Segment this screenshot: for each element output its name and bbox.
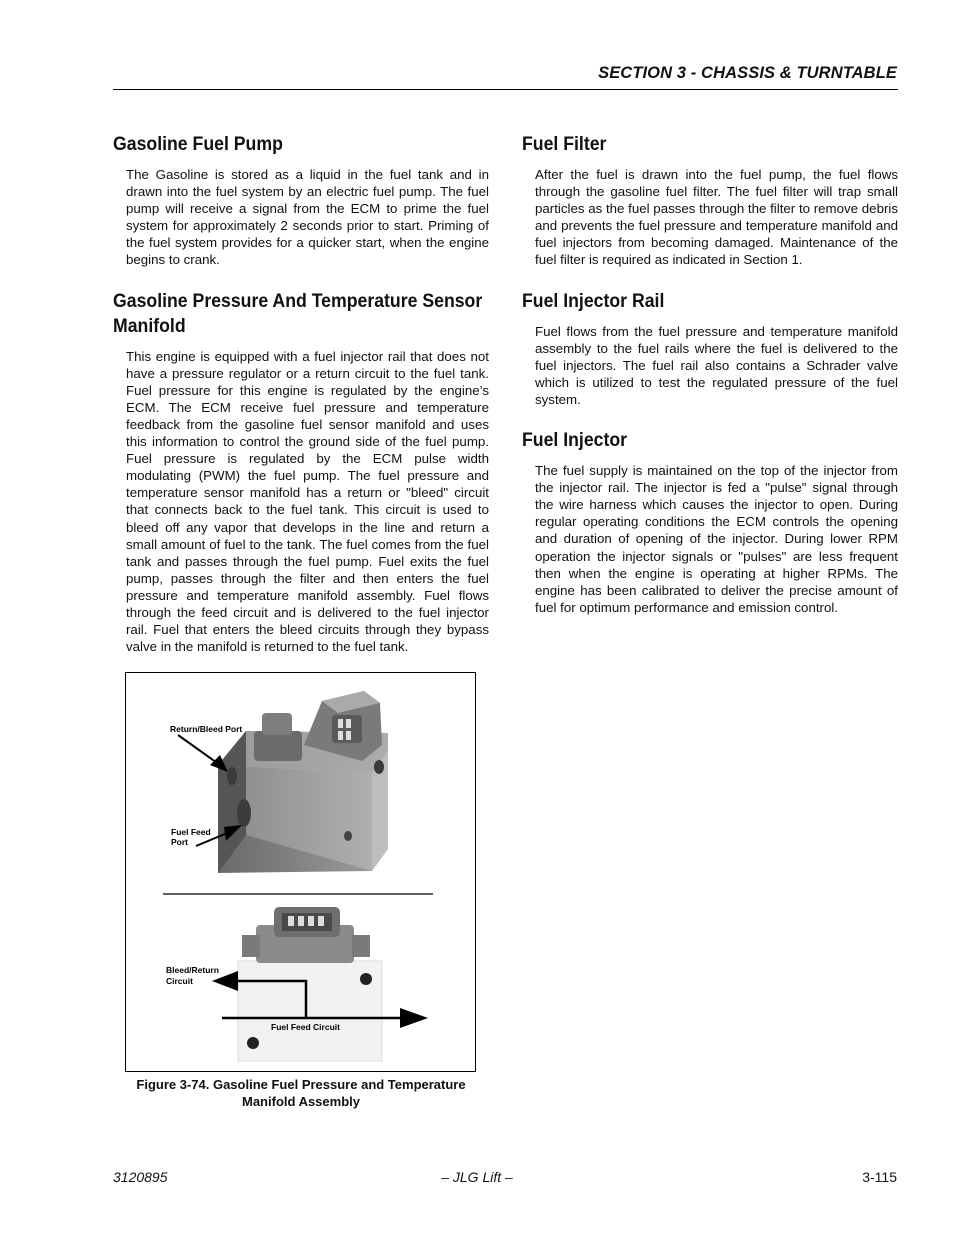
figure-caption <box>113 1076 489 1110</box>
header-rule <box>113 89 898 90</box>
footer-publisher: – JLG Lift – <box>441 1169 513 1185</box>
heading-pressure-temp-manifold: Gasoline Pressure And Temperature Sensor Manifold <box>113 290 483 337</box>
fuel-feed-port-label-1: Fuel Feed <box>171 827 211 837</box>
paragraph-fuel-injector: The fuel supply is maintained on the top of the injector from the injector rail. The injector is fed a "pulse" signal through the wire harness which causes the injector to open. During regular operating conditions the ECM controls the opening and duration of opening of the injector. During lower RPM operation the injector signals or "pulses" are less frequent then when the engine is operating at higher RPMs. The engine has been calibrated to deliver the precise amount of fuel for optimum performance and emission control. <box>535 463 898 615</box>
manifold-isometric-view <box>218 691 388 873</box>
footer-doc-number: 3120895 <box>113 1169 168 1185</box>
figure-caption-line-1: Figure 3-74. Gasoline Fuel Pressure and Temperature <box>136 1077 466 1092</box>
left-column <box>113 132 489 675</box>
return-bleed-arrow <box>178 735 220 765</box>
right-column <box>522 132 898 636</box>
figure-caption-line-2: Manifold Assembly <box>242 1094 360 1109</box>
footer-page-number: 3-115 <box>862 1169 897 1185</box>
paragraph-gasoline-fuel-pump: The Gasoline is stored as a liquid in the fuel tank and in drawn into the fuel system by an electric fuel pump. The fuel pump will receive a signal from the ECM to prime the fuel system for approximately 2 seconds prior to start. Priming of the fuel system provides for a quicker start, when the engine begins to crank. <box>126 167 489 268</box>
manifold-figure <box>125 672 476 1072</box>
section-title: SECTION 3 - CHASSIS & TURNTABLE <box>598 64 897 82</box>
paragraph-fuel-injector-rail: Fuel flows from the fuel pressure and temperature manifold assembly to the fuel rails where the fuel is delivered to the fuel injectors. The fuel rail also contains a Schrader valve which is utilized to test the regulated pressure of the fuel system. <box>535 323 898 407</box>
bleed-return-circuit-label-2: Circuit <box>166 976 193 986</box>
fuel-feed-port-label-2: Port <box>171 837 188 847</box>
manifold-illustration <box>126 673 475 1071</box>
paragraph-pressure-temp-manifold: This engine is equipped with a fuel injector rail that does not have a pressure regulator or a return circuit to the fuel tank. Fuel pressure for this engine is regulated by the engine’s ECM. The ECM receive fuel pressure and temperature feedback from the gasoline fuel sensor manifold and uses this information to control the ground side of the fuel pump. Fuel pressure is regulated by the ECM pulse width modulating (PWM) the fuel pump. The fuel pressure and temperature sensor manifold has a return or "bleed" circuit that connects back to the fuel tank. This circuit is used to bleed off any vapor that develops in the line and return a small amount of fuel to the tank. The fuel comes from the fuel tank and passes through the fuel pump. Fuel exits the fuel pump, passes through the filter and then enters the fuel pressure and temperature manifold assembly. Fuel flows through the feed circuit and is delivered to the fuel injector rail. Fuel that enters the bleed circuits through they bypass valve in the manifold is returned to the fuel tank. <box>126 348 489 655</box>
fuel-feed-circuit-label: Fuel Feed Circuit <box>271 1022 340 1032</box>
return-bleed-port-label: Return/Bleed Port <box>170 724 243 734</box>
heading-gasoline-fuel-pump: Gasoline Fuel Pump <box>113 134 283 155</box>
heading-fuel-injector: Fuel Injector <box>522 430 628 452</box>
manifold-top-view <box>212 907 428 1061</box>
heading-fuel-filter: Fuel Filter <box>522 134 607 155</box>
heading-fuel-injector-rail: Fuel Injector Rail <box>522 290 665 312</box>
bleed-return-circuit-label-1: Bleed/Return <box>166 965 219 975</box>
paragraph-fuel-filter: After the fuel is drawn into the fuel pump, the fuel flows through the gasoline fuel filter. The fuel filter will trap small particles as the fuel passes through the filter to remove debris and prevents the fuel pressure and temperature manifold and fuel injectors from becoming damaged. Maintenance of the fuel filter is required as indicated in Section 1. <box>535 167 898 268</box>
